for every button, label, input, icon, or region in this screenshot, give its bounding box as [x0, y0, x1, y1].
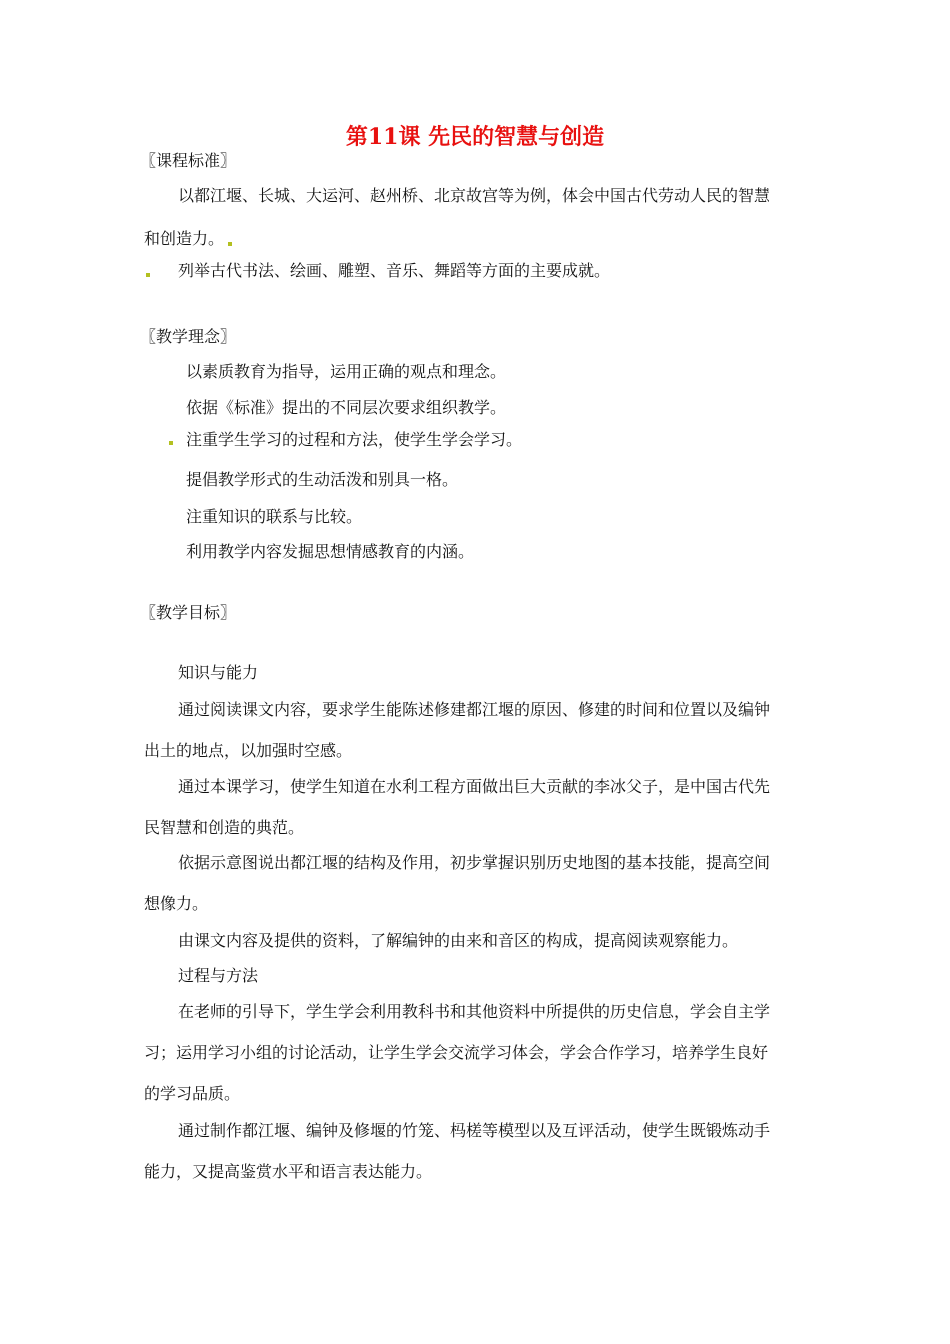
paragraph-line: 注重知识的联系与比较。 — [186, 507, 363, 526]
paragraph-line: 通过制作都江堰、编钟及修堰的竹笼、杩槎等模型以及互评活动，使学生既锻炼动手 — [178, 1121, 771, 1140]
section-heading-objectives: 〖教学目标〗 — [140, 603, 237, 622]
decorative-dot-icon — [169, 441, 173, 445]
decorative-dot-icon — [228, 242, 232, 246]
paragraph-line: 依据《标准》提出的不同层次要求组织教学。 — [186, 398, 507, 417]
paragraph-line: 和创造力。 — [144, 229, 225, 248]
section-heading-philosophy: 〖教学理念〗 — [140, 327, 237, 346]
paragraph-line: 习；运用学习小组的讨论活动，让学生学会交流学习体会，学会合作学习，培养学生良好 — [144, 1043, 769, 1062]
paragraph-line: 能力，又提高鉴赏水平和语言表达能力。 — [144, 1162, 433, 1181]
section-heading-standards: 〖课程标准〗 — [140, 151, 237, 170]
paragraph-line: 民智慧和创造的典范。 — [144, 818, 305, 837]
paragraph-line: 通过阅读课文内容，要求学生能陈述修建都江堰的原因、修建的时间和位置以及编钟 — [178, 700, 771, 719]
paragraph-line: 在老师的引导下，学生学会利用教科书和其他资料中所提供的历史信息，学会自主学 — [178, 1002, 771, 1021]
paragraph-line: 的学习品质。 — [144, 1084, 241, 1103]
subheading-knowledge: 知识与能力 — [178, 663, 259, 682]
paragraph-line: 通过本课学习，使学生知道在水利工程方面做出巨大贡献的李冰父子，是中国古代先 — [178, 777, 771, 796]
paragraph-line: 由课文内容及提供的资料，了解编钟的由来和音区的构成，提高阅读观察能力。 — [178, 931, 739, 950]
paragraph-line: 提倡教学形式的生动活泼和别具一格。 — [186, 470, 459, 489]
decorative-dot-icon — [146, 273, 150, 277]
paragraph-line: 列举古代书法、绘画、雕塑、音乐、舞蹈等方面的主要成就。 — [178, 261, 611, 280]
paragraph-line: 想像力。 — [144, 894, 209, 913]
paragraph-line: 利用教学内容发掘思想情感教育的内涵。 — [186, 542, 475, 561]
subheading-process: 过程与方法 — [178, 966, 259, 985]
paragraph-line: 以都江堰、长城、大运河、赵州桥、北京故宫等为例，体会中国古代劳动人民的智慧 — [178, 186, 771, 205]
page-title: 第11课 先民的智慧与创造 — [345, 124, 605, 150]
paragraph-line: 以素质教育为指导，运用正确的观点和理念。 — [186, 362, 507, 381]
paragraph-line: 注重学生学习的过程和方法，使学生学会学习。 — [186, 430, 523, 449]
paragraph-line: 出土的地点，以加强时空感。 — [144, 741, 353, 760]
paragraph-line: 依据示意图说出都江堰的结构及作用，初步掌握识别历史地图的基本技能，提高空间 — [178, 853, 771, 872]
